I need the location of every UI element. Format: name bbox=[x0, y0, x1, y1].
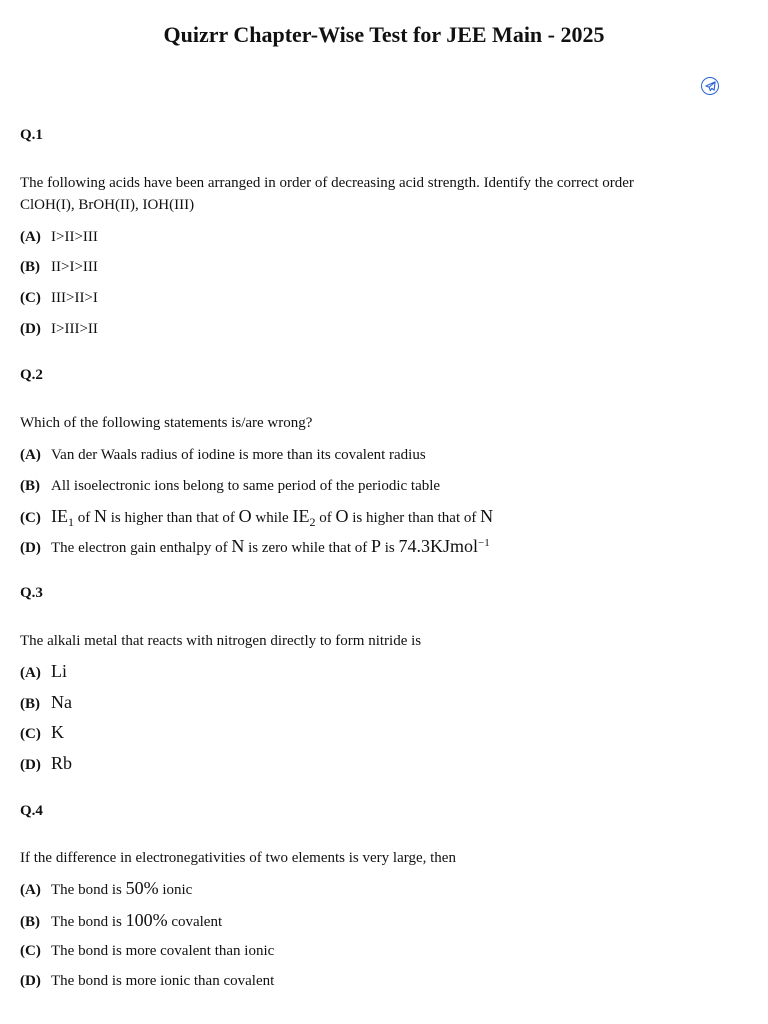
option-b[interactable]: (B) All isoelectronic ions belong to same period of the periodic table bbox=[20, 478, 441, 494]
question-text: Which of the following statements is/are wrong? bbox=[20, 415, 313, 431]
option-d[interactable]: (D) Rb bbox=[20, 753, 73, 773]
option-c[interactable]: (C) The bond is more covalent than ionic bbox=[20, 943, 275, 959]
option-d[interactable]: (D) The electron gain enthalpy of N is zero while that of P is 74.3KJmol$^{-1}$ bbox=[20, 536, 490, 556]
question-text: The following acids have been arranged in order of decreasing acid strength. Identify the correct order ClOH(I), BrOH(II), IOH(III) bbox=[20, 175, 634, 213]
option-c[interactable]: (C) $IE_1$ of N is higher than that of O while $IE_2$ of O is higher than that of N bbox=[20, 506, 494, 529]
option-c[interactable]: (C) III>II>I bbox=[20, 290, 98, 306]
question-number: Q.2 bbox=[20, 367, 43, 383]
question-number: Q.4 bbox=[20, 803, 43, 819]
page-title: Quizrr Chapter-Wise Test for JEE Main - 2025 bbox=[163, 22, 605, 47]
option-d[interactable]: (D) I>III>II bbox=[20, 321, 98, 337]
question-text: The alkali metal that reacts with nitrogen directly to form nitride is bbox=[20, 633, 422, 649]
option-a[interactable]: (A) Li bbox=[20, 661, 67, 681]
option-c[interactable]: (C) K bbox=[20, 722, 64, 742]
option-d[interactable]: (D) The bond is more ionic than covalent bbox=[20, 973, 275, 989]
question-number: Q.3 bbox=[20, 585, 43, 601]
question-number: Q.1 bbox=[20, 127, 43, 143]
question-text: If the difference in electronegativities of two elements is very large, then bbox=[20, 850, 456, 866]
telegram-share-button[interactable] bbox=[701, 77, 719, 95]
telegram-icon bbox=[705, 81, 716, 92]
option-b[interactable]: (B) The bond is 100% covalent bbox=[20, 910, 223, 930]
option-a[interactable]: (A) The bond is 50% ionic bbox=[20, 878, 193, 898]
option-a[interactable]: (A) I>II>III bbox=[20, 229, 98, 245]
option-a[interactable]: (A) Van der Waals radius of iodine is more than its covalent radius bbox=[20, 447, 426, 463]
option-b[interactable]: (B) II>I>III bbox=[20, 259, 98, 275]
option-b[interactable]: (B) Na bbox=[20, 692, 72, 712]
